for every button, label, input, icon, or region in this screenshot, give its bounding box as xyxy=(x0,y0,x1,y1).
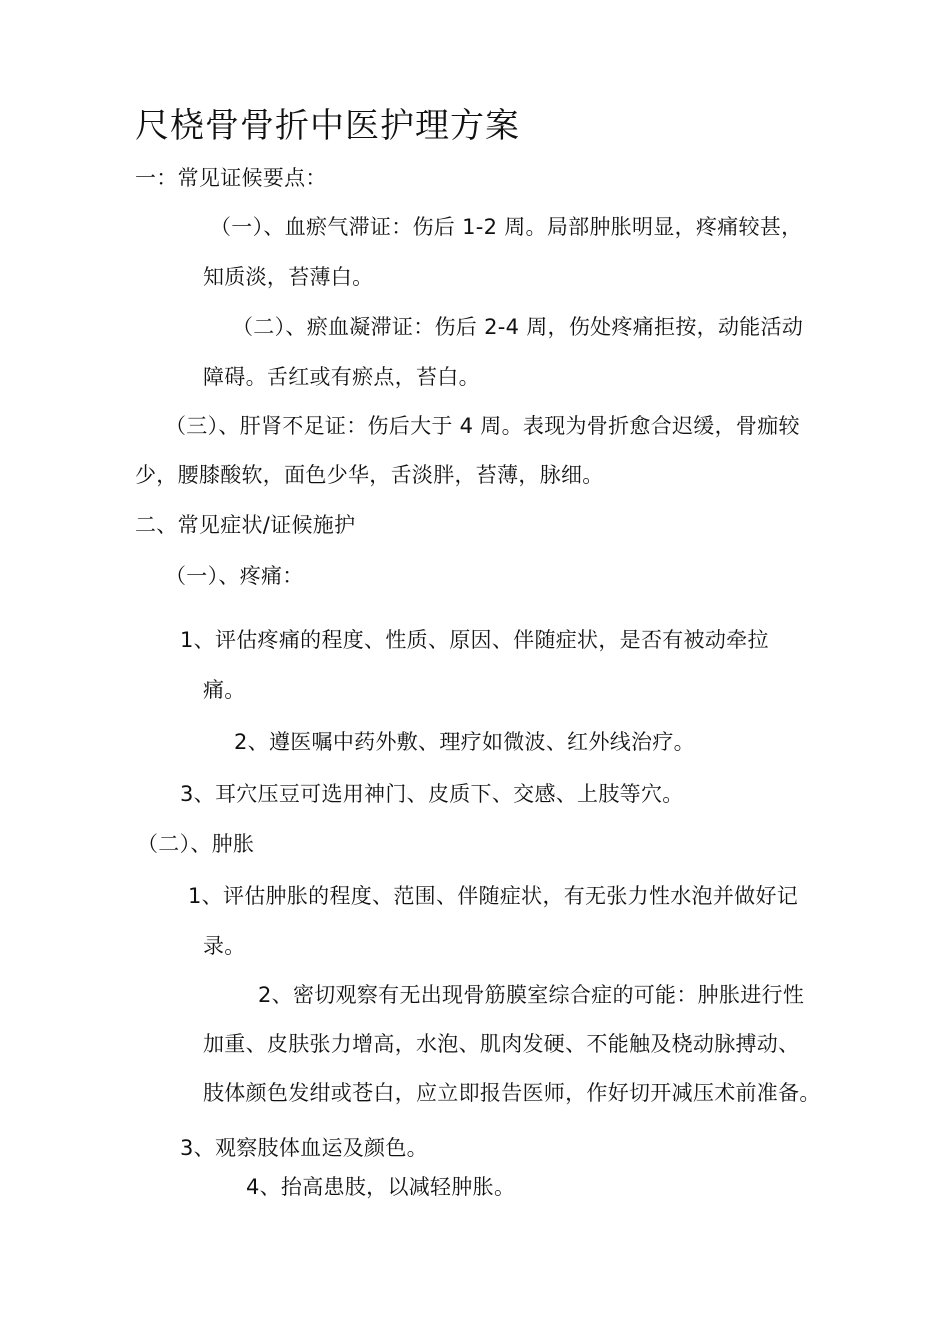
pain-item-1-line-2: 痛。 xyxy=(203,678,246,702)
syndrome-2-line-2: 障碍。舌红或有瘀点，苔白。 xyxy=(203,365,480,389)
syndrome-3-line-1: （三）、肝肾不足证：伤后大于 4 周。表现为骨折愈合迟缓，骨痂较 xyxy=(165,414,800,438)
pain-heading: （一）、疼痛： xyxy=(165,564,304,588)
swelling-item-3: 3、观察肢体血运及颜色。 xyxy=(180,1136,428,1160)
swelling-item-1-line-1: 1、评估肿胀的程度、范围、伴随症状，有无张力性水泡并做好记 xyxy=(188,884,799,908)
section-2-heading: 二、常见症状/证候施护 xyxy=(135,513,356,537)
swelling-item-4: 4、抬高患肢，以减轻肿胀。 xyxy=(246,1175,516,1199)
syndrome-3-line-2: 少，腰膝酸软，面色少华，舌淡胖，苔薄，脉细。 xyxy=(135,463,604,487)
swelling-item-2-line-1: 2、密切观察有无出现骨筋膜室综合症的可能：肿胀进行性 xyxy=(258,983,805,1007)
swelling-item-2-line-2: 加重、皮肤张力增高，水泡、肌肉发硬、不能触及桡动脉搏动、 xyxy=(203,1032,800,1056)
pain-item-1-line-1: 1、评估疼痛的程度、性质、原因、伴随症状，是否有被动牵拉 xyxy=(180,628,769,652)
swelling-item-2-line-3: 肢体颜色发绀或苍白，应立即报告医师，作好切开减压术前准备。 xyxy=(203,1081,821,1105)
syndrome-1-line-1: （一）、血瘀气滞证：伤后 1-2 周。局部肿胀明显，疼痛较甚， xyxy=(210,215,803,239)
pain-item-3: 3、耳穴压豆可选用神门、皮质下、交感、上肢等穴。 xyxy=(180,782,684,806)
swelling-item-1-line-2: 录。 xyxy=(203,934,246,958)
syndrome-2-line-1: （二）、瘀血凝滞证：伤后 2-4 周，伤处疼痛拒按，动能活动 xyxy=(232,315,804,339)
swelling-heading: （二）、肿胀 xyxy=(137,832,255,856)
section-1-heading: 一：常见证候要点： xyxy=(135,166,327,190)
syndrome-1-line-2: 知质淡，苔薄白。 xyxy=(203,265,374,289)
pain-item-2: 2、遵医嘱中药外敷、理疗如微波、红外线治疗。 xyxy=(234,730,695,754)
document-title: 尺桡骨骨折中医护理方案 xyxy=(135,106,520,146)
